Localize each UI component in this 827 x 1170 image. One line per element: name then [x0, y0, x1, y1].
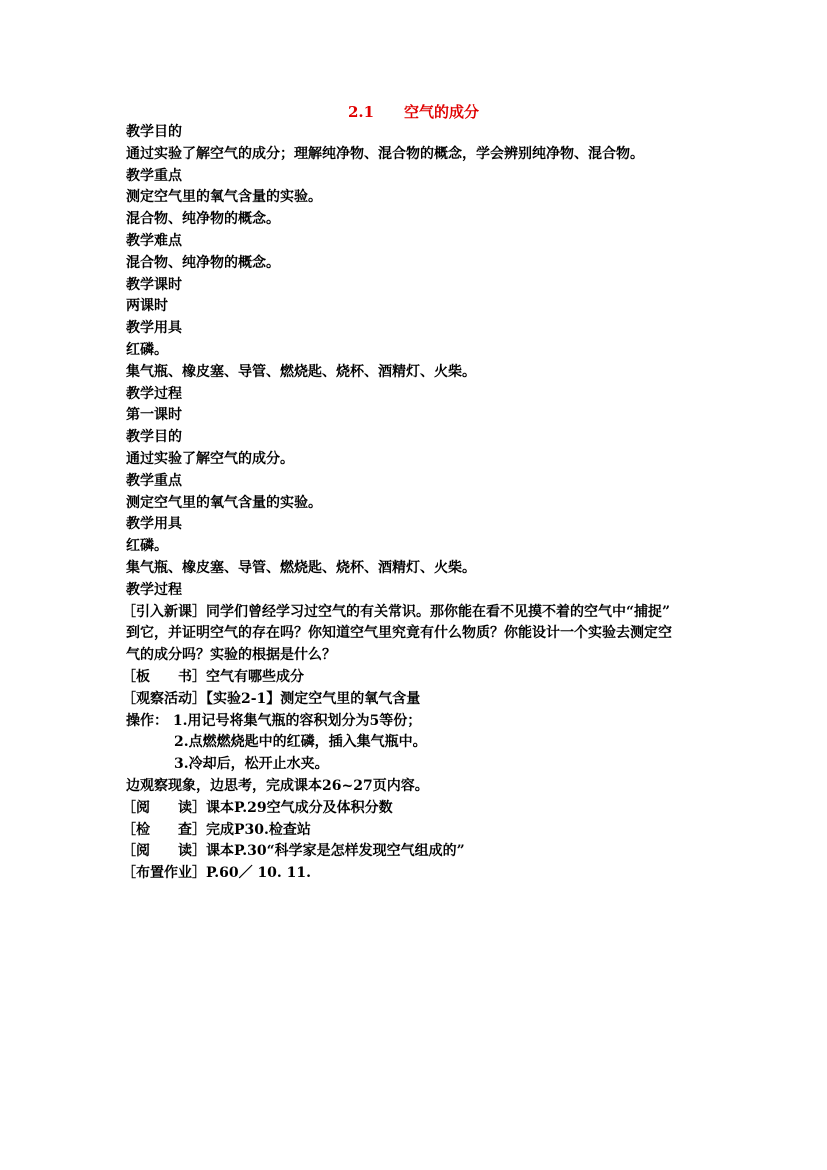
operation-step-2: 2.点燃燃烧匙中的红磷，插入集气瓶中。 [174, 734, 427, 751]
difficulty-text: 混合物、纯净物的概念。 [126, 254, 280, 271]
observation-activity-line: ［观察活动］【实验2-1】测定空气里的氧气含量 [122, 690, 421, 707]
tools-text-1: 红磷。 [126, 341, 168, 358]
tools-text-2: 集气瓶、橡皮塞、导管、燃烧匙、烧杯、酒精灯、火柴。 [126, 363, 476, 380]
operation-step-1: 操作： 1.用记号将集气瓶的容积划分为5等份； [126, 712, 422, 729]
section-heading-process-2: 教学过程 [126, 581, 182, 598]
key-point-text-2: 混合物、纯净物的概念。 [126, 211, 280, 228]
intro-paragraph-line-2: 到它，并证明空气的存在吗？你知道空气里究竟有什么物质？你能设计一个实验去测定空 [126, 625, 672, 642]
tools-text-4: 集气瓶、橡皮塞、导管、燃烧匙、烧杯、酒精灯、火柴。 [126, 559, 476, 576]
section-heading-objective: 教学目的 [126, 124, 182, 140]
section-heading-periods: 教学课时 [126, 276, 182, 293]
check-line: ［检 查］完成P30.检查站 [122, 821, 311, 838]
reading-line-2: ［阅 读］课本P.30“科学家是怎样发现空气组成的” [122, 843, 465, 860]
section-heading-tools-2: 教学用具 [126, 516, 182, 533]
blackboard-line: ［板 书］空气有哪些成分 [122, 668, 304, 685]
objective-text: 通过实验了解空气的成分；理解纯净物、混合物的概念，学会辨别纯净物、混合物。 [126, 145, 644, 162]
section-heading-process: 教学过程 [126, 385, 182, 402]
document-body [122, 122, 726, 885]
intro-paragraph-line-1: ［引入新课］同学们曾经学习过空气的有关常识。那你能在看不见摸不着的空气中“捕捉” [122, 603, 671, 620]
section-heading-tools: 教学用具 [126, 320, 182, 337]
operation-step-3: 3.冷却后，松开止水夹。 [174, 756, 329, 773]
observe-think-line: 边观察现象，边思考，完成课本26~27页内容。 [126, 777, 429, 794]
section-heading-difficulties: 教学难点 [126, 232, 182, 249]
periods-text: 两课时 [126, 298, 168, 315]
section-heading-key-points-2: 教学重点 [126, 472, 182, 489]
tools-text-3: 红磷。 [126, 538, 168, 555]
key-point-text-3: 测定空气里的氧气含量的实验。 [126, 494, 322, 511]
reading-line-1: ［阅 读］课本P.29空气成分及体积分数 [122, 799, 393, 816]
document-title: 2.1 空气的成分 [347, 103, 480, 121]
homework-line: ［布置作业］P.60／ 10. 11. [122, 865, 312, 882]
section-heading-key-points: 教学重点 [126, 167, 182, 184]
objective-text-2: 通过实验了解空气的成分。 [126, 450, 294, 467]
intro-paragraph-line-3: 气的成分吗？实验的根据是什么？ [126, 647, 336, 664]
key-point-text-1: 测定空气里的氧气含量的实验。 [126, 189, 322, 206]
first-period-heading: 第一课时 [126, 407, 182, 424]
section-heading-objective-2: 教学目的 [126, 429, 182, 446]
